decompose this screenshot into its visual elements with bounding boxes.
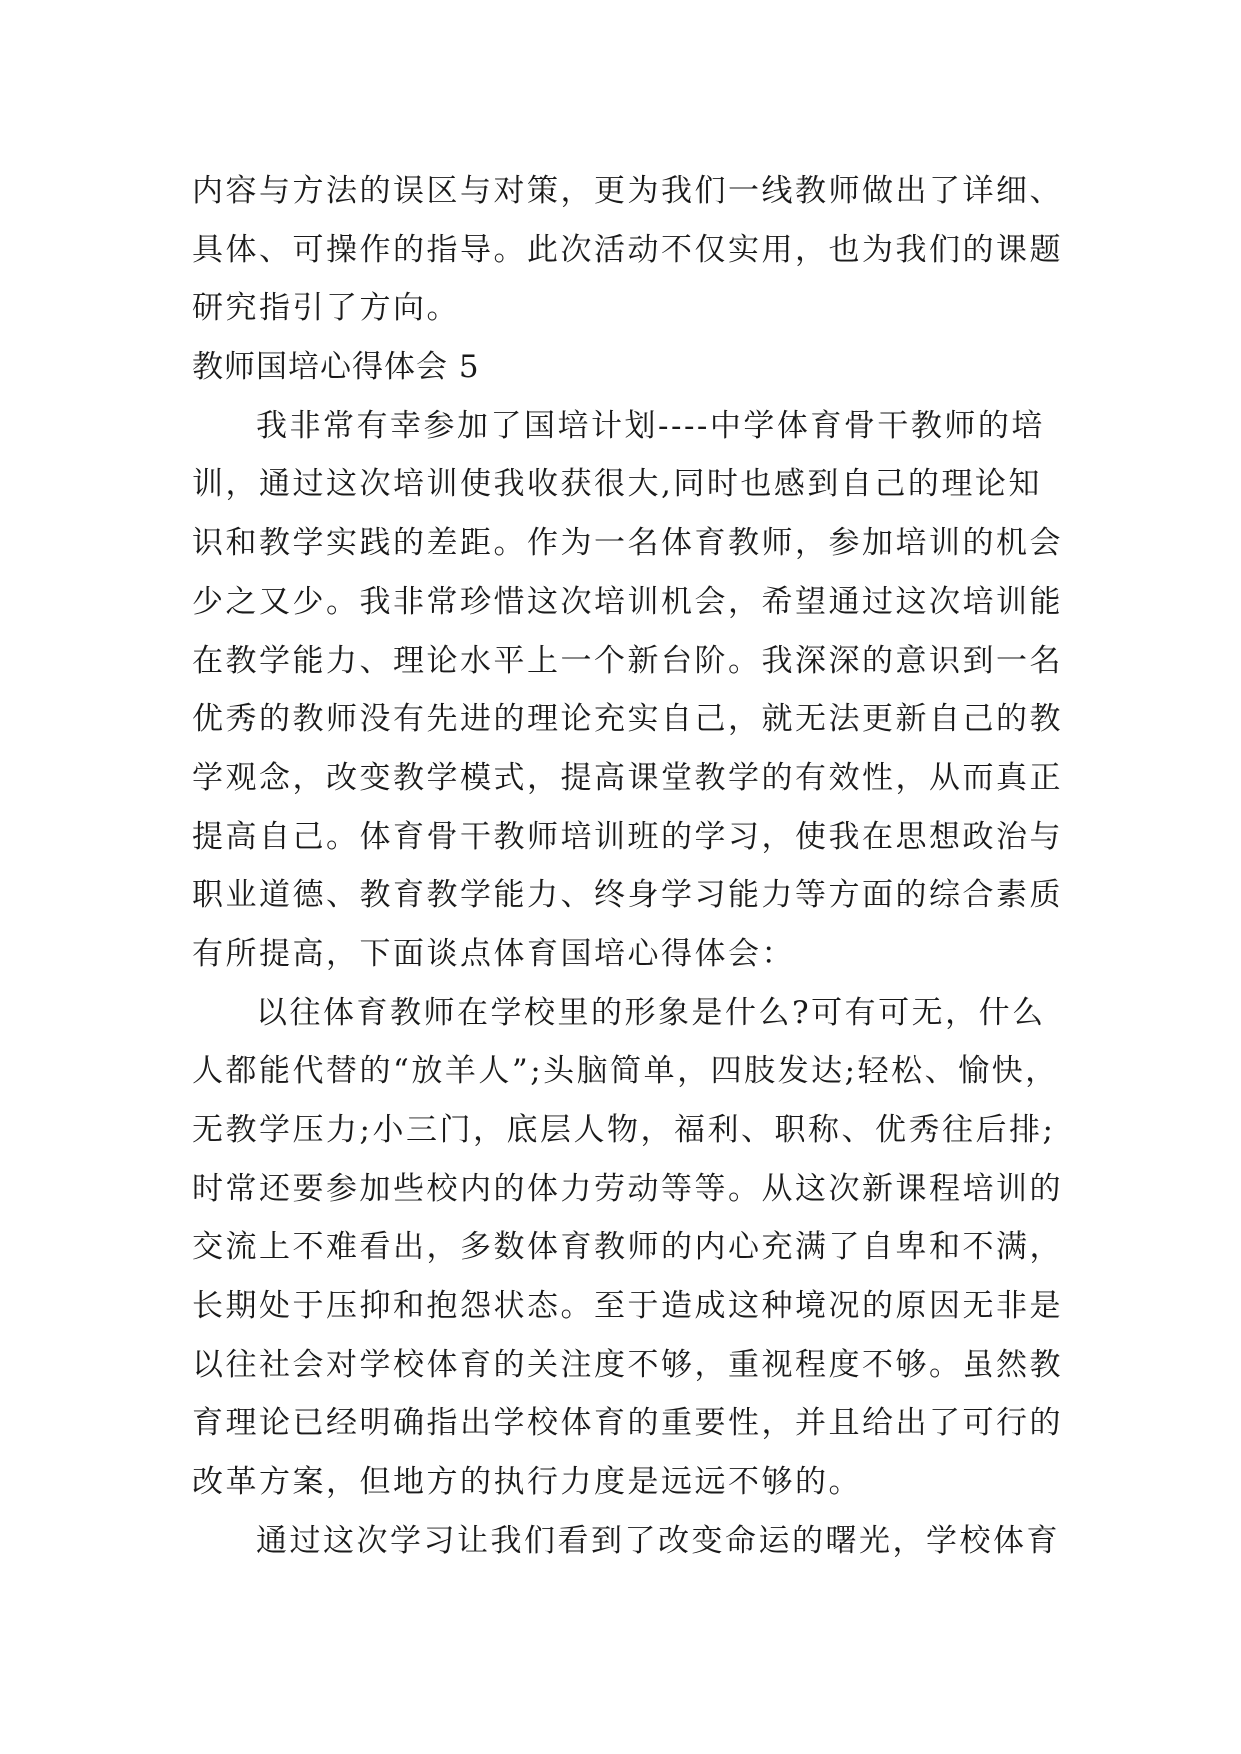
text-line: 内容与方法的误区与对策，更为我们一线教师做出了详细、	[192, 173, 1063, 209]
text-line: 研究指引了方向。	[192, 290, 460, 327]
section-heading: 教师国培心得体会 5	[192, 349, 480, 386]
paragraph-first-line: 通过这次学习让我们看到了改变命运的曙光，学校体育	[256, 1522, 1060, 1559]
text-line: 以往社会对学校体育的关注度不够，重视程度不够。虽然教	[192, 1346, 1063, 1383]
text-line: 训，通过这次培训使我收获很大,同时也感到自己的理论知	[192, 466, 1042, 503]
document-body	[192, 162, 1072, 1571]
text-line: 优秀的教师没有先进的理论充实自己，就无法更新自己的教	[192, 701, 1063, 738]
text-line: 育理论已经明确指出学校体育的重要性，并且给出了可行的	[192, 1405, 1063, 1442]
text-line: 改革方案，但地方的执行力度是远远不够的。	[192, 1464, 862, 1501]
text-line: 交流上不难看出，多数体育教师的内心充满了自卑和不满，	[192, 1229, 1063, 1266]
text-line: 人都能代替的“放羊人”;头脑简单，四肢发达;轻松、愉快，	[192, 1053, 1059, 1090]
text-line: 在教学能力、理论水平上一个新台阶。我深深的意识到一名	[192, 642, 1063, 679]
text-line: 长期处于压抑和抱怨状态。至于造成这种境况的原因无非是	[192, 1288, 1063, 1325]
text-line: 职业道德、教育教学能力、终身学习能力等方面的综合素质	[192, 877, 1063, 914]
text-line: 识和教学实践的差距。作为一名体育教师，参加培训的机会	[192, 525, 1063, 562]
paragraph-first-line: 我非常有幸参加了国培计划----中学体育骨干教师的培	[256, 407, 1045, 444]
text-line: 具体、可操作的指导。此次活动不仅实用，也为我们的课题	[192, 231, 1063, 268]
text-line: 时常还要参加些校内的体力劳动等等。从这次新课程培训的	[192, 1170, 1063, 1207]
text-line: 少之又少。我非常珍惜这次培训机会，希望通过这次培训能	[192, 583, 1063, 620]
text-line: 提高自己。体育骨干教师培训班的学习，使我在思想政治与	[192, 818, 1063, 855]
text-line: 学观念，改变教学模式，提高课堂教学的有效性，从而真正	[192, 759, 1063, 796]
text-line: 有所提高，下面谈点体育国培心得体会：	[192, 935, 795, 972]
text-line: 无教学压力;小三门，底层人物，福利、职称、优秀往后排;	[192, 1112, 1056, 1148]
paragraph-first-line: 以往体育教师在学校里的形象是什么?可有可无，什么	[256, 994, 1046, 1031]
